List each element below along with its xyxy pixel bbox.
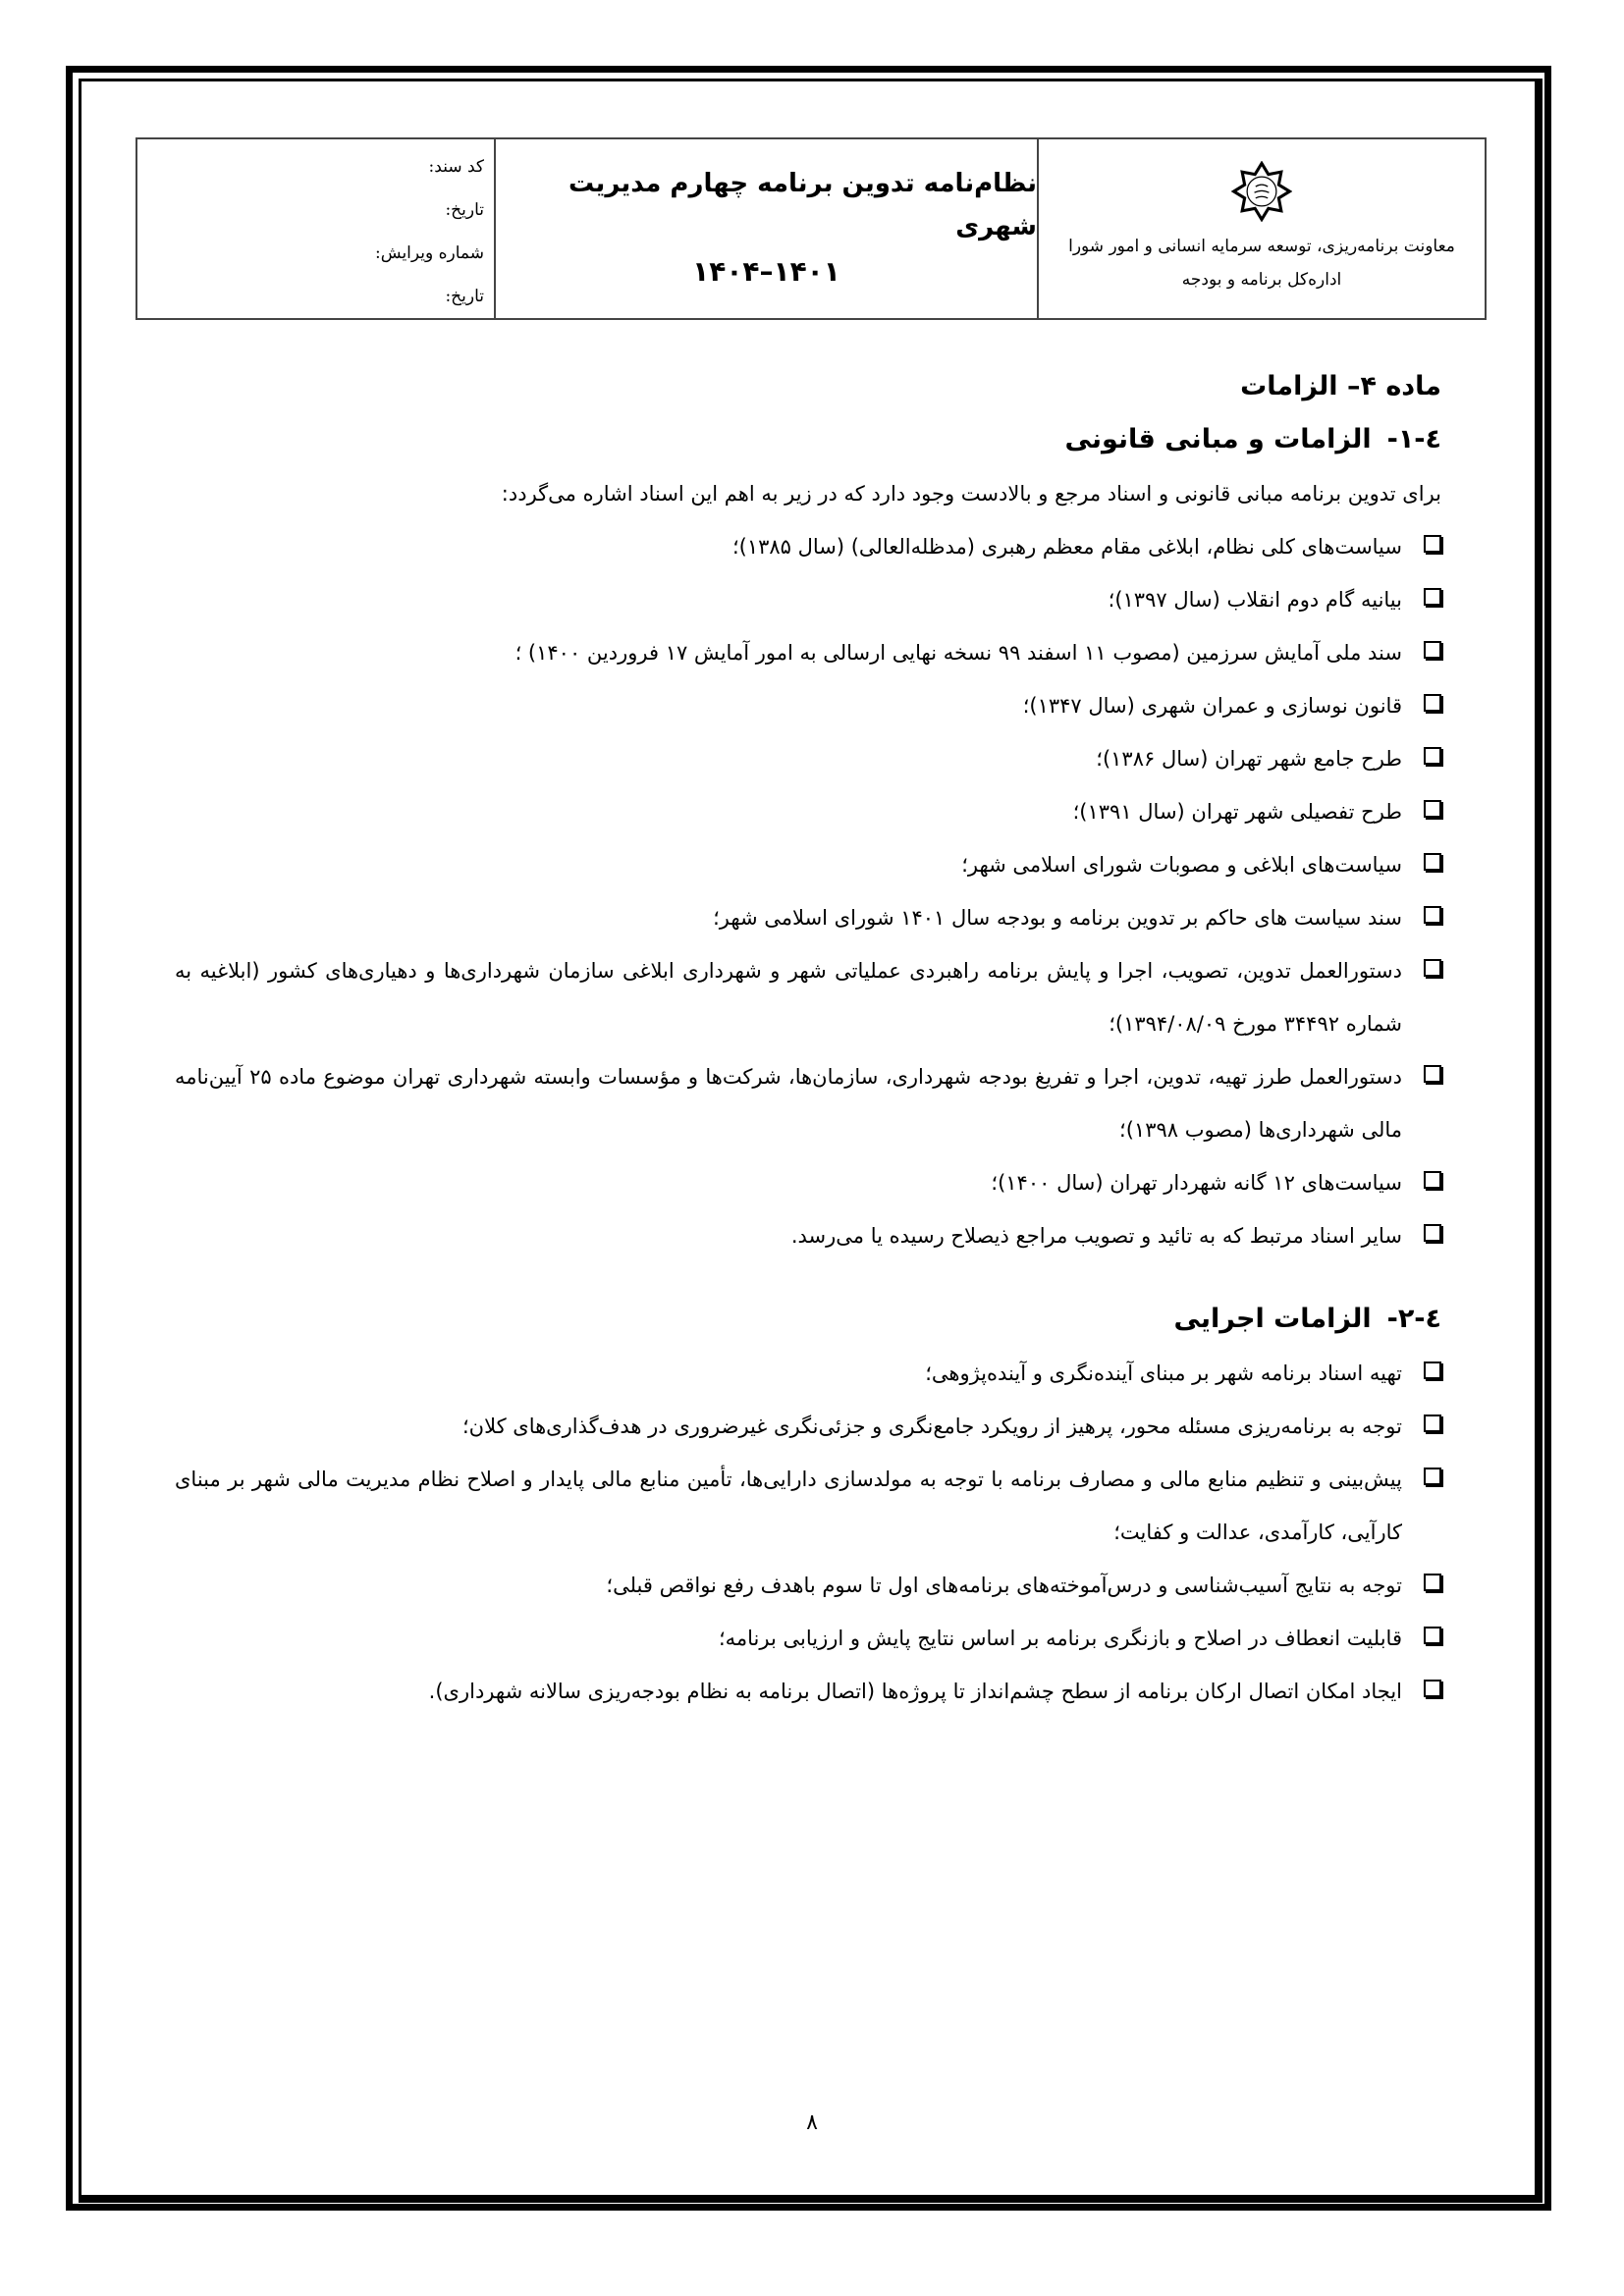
checkbox-bullet-icon [1424, 1362, 1441, 1379]
list-item [175, 679, 1441, 732]
checkbox-bullet-icon [1424, 853, 1441, 871]
checkbox-bullet-icon [1424, 1468, 1441, 1485]
list-item [175, 1156, 1441, 1209]
checkbox-bullet-icon [1424, 1065, 1441, 1083]
checkbox-bullet-icon [1424, 906, 1441, 924]
list-item-text: توجه به برنامه‌ریزی مسئله محور، پرهیز از رویکرد جامع‌نگری و جزئی‌نگری غیرضروری در هدف‌گذاری‌های کلان؛ [461, 1415, 1402, 1438]
checkbox-bullet-icon [1424, 1224, 1441, 1242]
checkbox-bullet-icon [1424, 1627, 1441, 1644]
list-item [175, 1665, 1441, 1718]
legal-documents-list [175, 520, 1441, 1262]
list-item-text: تهیه اسناد برنامه شهر بر مبنای آینده‌نگری و آینده‌پژوهی؛ [925, 1362, 1402, 1385]
checkbox-bullet-icon [1424, 747, 1441, 765]
section-spacer [175, 1262, 1441, 1292]
checkbox-bullet-icon [1424, 694, 1441, 712]
section-title: الزامات اجرایی [1173, 1304, 1372, 1334]
list-item [175, 1453, 1441, 1559]
list-item [175, 732, 1441, 785]
list-item-text: سیاست‌های ۱۲ گانه شهردار تهران (سال ۱۴۰۰)؛ [991, 1171, 1402, 1195]
list-item-text: سند ملی آمایش سرزمین (مصوب ۱۱ اسفند ۹۹ نسخه نهایی ارسالی به امور آمایش ۱۷ فروردین ۱۴۰۰) ؛ [514, 641, 1402, 665]
article-heading: ماده ۴– الزامات [1240, 371, 1441, 401]
checkbox-bullet-icon [1424, 641, 1441, 659]
list-item [175, 1050, 1441, 1156]
revision-date-label: تاریخ: [445, 287, 484, 306]
checkbox-bullet-icon [1424, 535, 1441, 553]
list-item [175, 838, 1441, 891]
document-body [175, 361, 1441, 1718]
list-item-text: سند سیاست های حاکم بر تدوین برنامه و بودجه سال ۱۴۰۱ شورای اسلامی شهر؛ [713, 906, 1402, 930]
header-meta-cell [137, 139, 494, 318]
section-heading-legal [175, 412, 1441, 467]
list-item [175, 520, 1441, 573]
header-organization-cell [1037, 139, 1485, 318]
document-header-table [135, 137, 1487, 320]
section-intro-paragraph: برای تدوین برنامه مبانی قانونی و اسناد مرجع و بالادست وجود دارد که در زیر به اهم این اسناد اشاره می‌گردد: [501, 482, 1441, 506]
document-title: نظام‌نامه تدوین برنامه چهارم مدیریت شهری [568, 169, 1037, 241]
list-item [175, 1347, 1441, 1400]
list-item-text: قانون نوسازی و عمران شهری (سال ۱۳۴۷)؛ [1022, 694, 1402, 718]
checkbox-bullet-icon [1424, 959, 1441, 977]
checkbox-bullet-icon [1424, 800, 1441, 818]
section-number: ٤-٢- [1386, 1304, 1441, 1334]
list-item-text: دستورالعمل تدوین، تصویب، اجرا و پایش برنامه راهبردی عملیاتی شهر و شهرداری ابلاغی سازمان شهرداری‌ها و دهیاری‌های کشور (ابلاغیه به شماره ۳۴۴۹۲ مورخ ۱۳۹۴/۰۸/۰۹)؛ [175, 959, 1402, 1036]
list-item-text: قابلیت انعطاف در اصلاح و بازنگری برنامه بر اساس نتایج پایش و ارزیابی برنامه؛ [718, 1627, 1402, 1650]
list-item [175, 1612, 1441, 1665]
list-item [175, 626, 1441, 679]
document-code-label: کد سند: [428, 157, 484, 177]
checkbox-bullet-icon [1424, 1171, 1441, 1189]
list-item-text: سیاست‌های ابلاغی و مصوبات شورای اسلامی شهر؛ [961, 853, 1402, 877]
list-item-text: دستورالعمل طرز تهیه، تدوین، اجرا و تفریغ بودجه شهرداری، سازمان‌ها، شرکت‌ها و مؤسسات وابسته شهرداری تهران موضوع ماده ۲۵ آیین‌نامه مالی شهرداری‌ها (مصوب ۱۳۹۸)؛ [175, 1065, 1402, 1142]
list-item [175, 1400, 1441, 1453]
section-heading-executive [175, 1292, 1441, 1347]
list-item-text: بیانیه گام دوم انقلاب (سال ۱۳۹۷)؛ [1108, 588, 1402, 612]
checkbox-bullet-icon [1424, 1680, 1441, 1697]
list-item [175, 573, 1441, 626]
executive-requirements-list [175, 1347, 1441, 1718]
list-item [175, 785, 1441, 838]
checkbox-bullet-icon [1424, 588, 1441, 606]
list-item-text: سایر اسناد مرتبط که به تائید و تصویب مراجع ذیصلاح رسیده یا می‌رسد. [790, 1224, 1402, 1248]
section-title: الزامات و مبانی قانونی [1064, 424, 1372, 454]
list-item [175, 944, 1441, 1050]
list-item [175, 1559, 1441, 1612]
list-item-text: طرح جامع شهر تهران (سال ۱۳۸۶)؛ [1096, 747, 1402, 771]
list-item-text: طرح تفصیلی شهر تهران (سال ۱۳۹۱)؛ [1072, 800, 1402, 824]
checkbox-bullet-icon [1424, 1574, 1441, 1591]
header-title-cell [494, 139, 1037, 318]
document-years: ۱۴۰۱–۱۴۰۴ [692, 255, 840, 288]
revision-number-label: شماره ویرایش: [375, 243, 484, 263]
list-item-text: ایجاد امکان اتصال ارکان برنامه از سطح چشم‌انداز تا پروژه‌ها (اتصال برنامه به نظام بودجه‌ریزی سالانه شهرداری). [428, 1680, 1402, 1703]
list-item-text: پیش‌بینی و تنظیم منابع مالی و مصارف برنامه با توجه به مولدسازی دارایی‌ها، تأمین منابع مالی پایدار و اصلاح نظام مدیریت مالی شهر بر مبنای کارآیی، کارآمدی، عدالت و کفایت؛ [175, 1468, 1402, 1544]
list-item-text: سیاست‌های کلی نظام، ابلاغی مقام معظم رهبری (مدظله‌العالی) (سال ۱۳۸۵)؛ [731, 535, 1402, 559]
document-date-label: تاریخ: [445, 200, 484, 220]
tehran-municipality-logo-icon [1231, 161, 1292, 222]
page-number: ۸ [806, 2110, 818, 2135]
section-number: ٤-١- [1386, 424, 1441, 454]
checkbox-bullet-icon [1424, 1415, 1441, 1432]
organization-deputy-name: معاونت برنامه‌ریزی، توسعه سرمایه انسانی و امور شورا [1068, 237, 1455, 256]
list-item [175, 1209, 1441, 1262]
list-item-text: توجه به نتایج آسیب‌شناسی و درس‌آموخته‌های برنامه‌های اول تا سوم باهدف رفع نواقص قبلی؛ [606, 1574, 1402, 1597]
organization-department-name: اداره‌کل برنامه و بودجه [1181, 270, 1342, 290]
list-item [175, 891, 1441, 944]
